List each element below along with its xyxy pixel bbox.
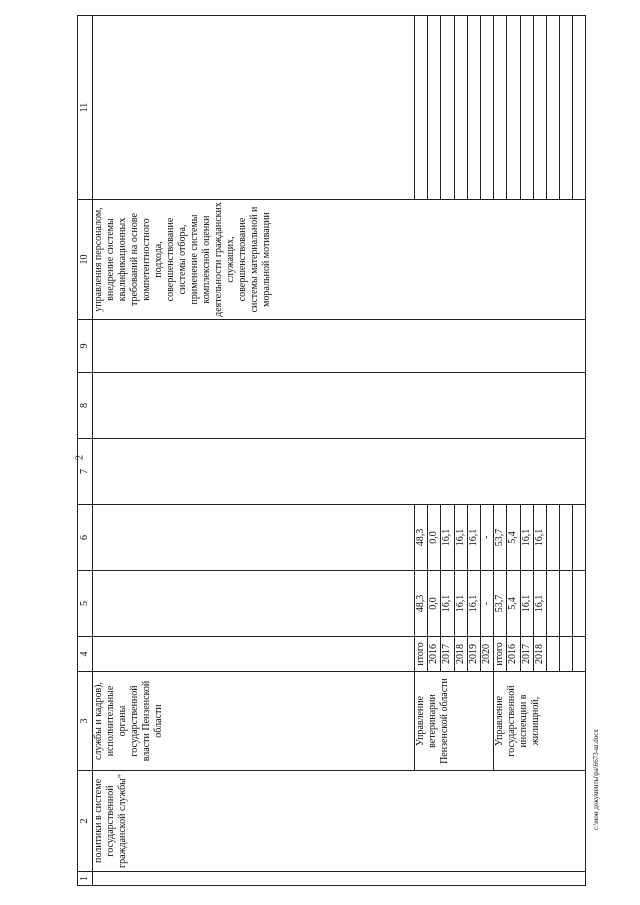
cell xyxy=(573,505,586,571)
cell-year: 2017 xyxy=(520,637,533,672)
cell xyxy=(573,637,586,672)
cell xyxy=(454,16,467,200)
cell xyxy=(507,16,520,200)
header-cell: 1 xyxy=(78,872,93,886)
cell-value: 53,7 xyxy=(494,571,507,637)
cell-year: 2018 xyxy=(533,637,546,672)
cell-year: 2017 xyxy=(441,637,454,672)
cell-value: 16,1 xyxy=(533,505,546,571)
cell-value: 0,0 xyxy=(428,571,441,637)
cell-value: 5,4 xyxy=(507,571,520,637)
cell-value: 53,7 xyxy=(494,505,507,571)
cell-value: 16,1 xyxy=(467,505,480,571)
cell-results: управления персоналом, внедрение системы квалификационных требований на основе компетентностного подхода, совершенствование системы отбора, применение системы комплексной оценки деятельности гражданских служащих, совершенствование системы материальной и моральной мотивации xyxy=(93,200,586,320)
cell-value: 48,3 xyxy=(415,571,428,637)
cell-year: итого xyxy=(415,637,428,672)
page-number: 2 xyxy=(74,455,86,460)
table-row xyxy=(93,16,415,886)
cell-org: Управление ветеринарии Пензенской области xyxy=(415,672,494,771)
footer-file-path: c:\мои документы\ра\6673-ш.docx xyxy=(592,729,600,830)
cell xyxy=(441,16,454,200)
header-row xyxy=(78,16,93,886)
cell xyxy=(533,16,546,200)
header-cell: 10 xyxy=(78,200,93,320)
header-cell: 6 xyxy=(78,505,93,571)
cell-value: 16,1 xyxy=(454,571,467,637)
cell xyxy=(560,637,573,672)
cell-org: Управление государственной инспекции в жилищной, xyxy=(494,672,586,771)
cell xyxy=(93,16,415,200)
cell-year: 2018 xyxy=(454,637,467,672)
header-cell: 7 xyxy=(78,439,93,505)
cell xyxy=(520,16,533,200)
cell xyxy=(93,505,415,571)
cell xyxy=(547,16,560,200)
cell-value: - xyxy=(480,571,493,637)
cell xyxy=(467,16,480,200)
cell xyxy=(560,16,573,200)
cell xyxy=(547,571,560,637)
cell xyxy=(415,16,428,200)
cell xyxy=(547,505,560,571)
cell-value: 16,1 xyxy=(441,571,454,637)
header-cell: 5 xyxy=(78,571,93,637)
cell-value: 5,4 xyxy=(507,505,520,571)
program-table xyxy=(74,15,586,886)
cell-value: 16,1 xyxy=(467,571,480,637)
cell xyxy=(93,373,586,439)
cell-executors: службы и кадров), исполнительные органы государственной власти Пензенской области xyxy=(93,672,415,771)
cell xyxy=(93,637,415,672)
cell xyxy=(560,505,573,571)
cell-year: итого xyxy=(494,637,507,672)
cell-value: 16,1 xyxy=(454,505,467,571)
cell xyxy=(573,571,586,637)
header-cell: 3 xyxy=(78,672,93,771)
cell-value: - xyxy=(480,505,493,571)
rotated-table-container xyxy=(74,16,586,886)
cell-col1 xyxy=(93,872,586,886)
header-cell: 2 xyxy=(78,771,93,872)
cell-value: 0,0 xyxy=(428,505,441,571)
cell-year: 2016 xyxy=(507,637,520,672)
cell xyxy=(93,320,586,373)
cell xyxy=(93,571,415,637)
cell xyxy=(560,571,573,637)
cell-value: 16,1 xyxy=(441,505,454,571)
cell-program-name: политики в системе государственной гражданской службы" xyxy=(93,771,586,872)
header-cell: 8 xyxy=(78,373,93,439)
cell xyxy=(573,16,586,200)
cell-year: 2016 xyxy=(428,637,441,672)
cell-value: 16,1 xyxy=(520,505,533,571)
cell xyxy=(547,637,560,672)
cell-value: 16,1 xyxy=(533,571,546,637)
cell-value: 48,3 xyxy=(415,505,428,571)
cell xyxy=(480,16,493,200)
cell-year: 2019 xyxy=(467,637,480,672)
header-cell: 9 xyxy=(78,320,93,373)
cell xyxy=(93,439,586,505)
cell xyxy=(494,16,507,200)
cell-value: 16,1 xyxy=(520,571,533,637)
cell-year: 2020 xyxy=(480,637,493,672)
header-cell: 4 xyxy=(78,637,93,672)
header-cell: 11 xyxy=(78,16,93,200)
cell xyxy=(428,16,441,200)
